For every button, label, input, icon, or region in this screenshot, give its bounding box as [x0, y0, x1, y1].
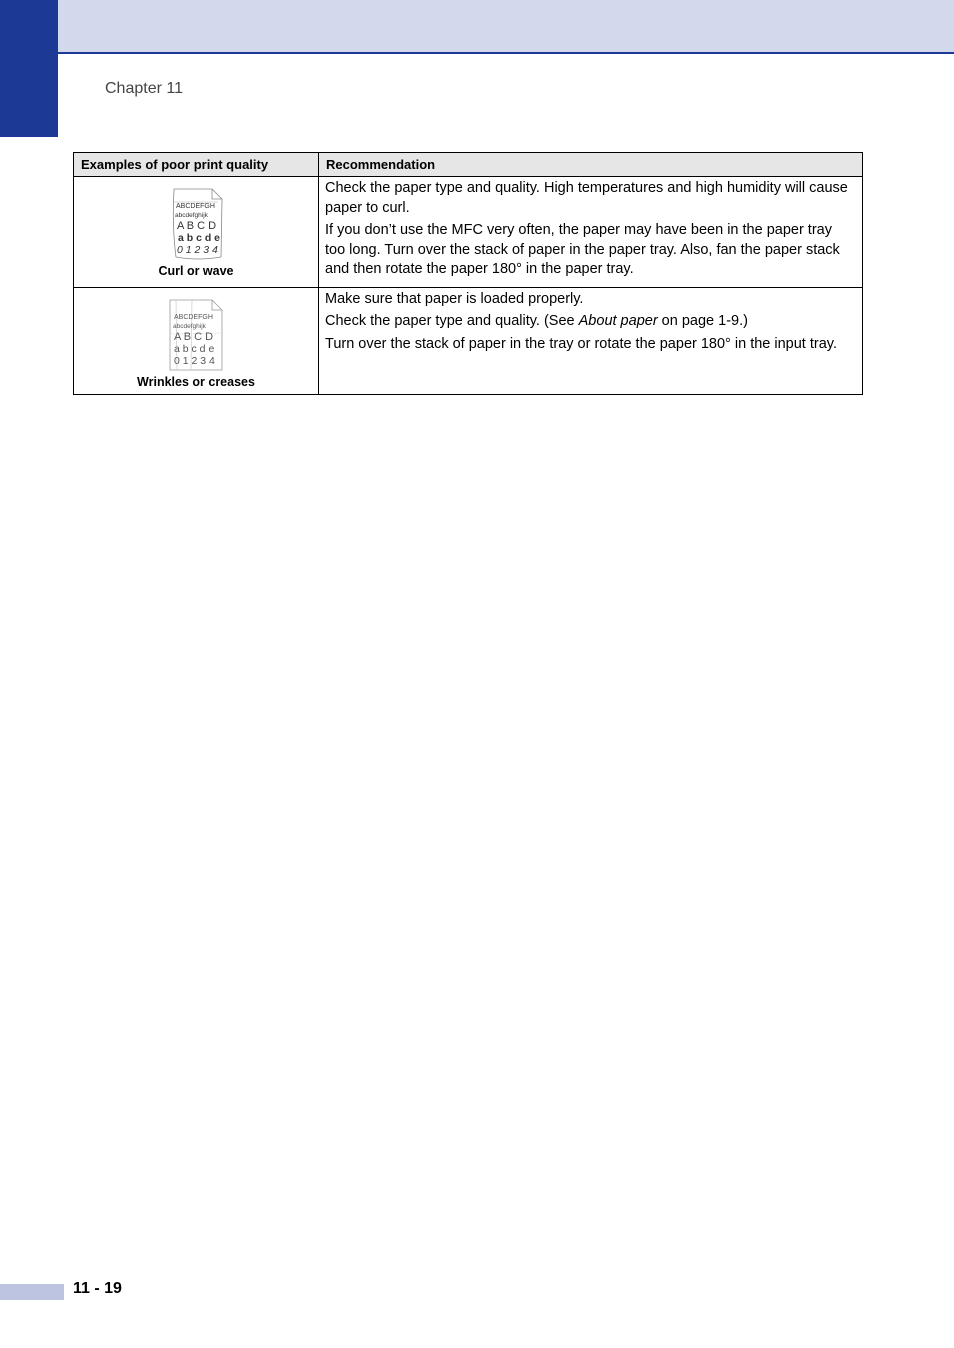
chapter-label: Chapter 11: [105, 80, 183, 97]
svg-text:0 1 2 3 4: 0 1 2 3 4: [174, 354, 215, 367]
curled-paper-sample-image: [168, 187, 224, 261]
svg-text:A B C D: A B C D: [177, 220, 217, 232]
svg-text:ABCDEFGH: ABCDEFGH: [174, 313, 213, 321]
svg-text:ABCDEFGH: ABCDEFGH: [176, 203, 215, 210]
column-header-examples: Examples of poor print quality: [74, 153, 319, 177]
recommendation-text-part: on page 1-9.): [657, 313, 748, 329]
example-cell: [74, 287, 319, 394]
table-row: [74, 177, 863, 288]
recommendation-cell: [319, 177, 863, 288]
recommendation-text: Make sure that paper is loaded properly.: [325, 290, 584, 307]
svg-text:a b c d e: a b c d e: [178, 232, 221, 244]
recommendation-cell: [319, 287, 863, 394]
footer-bar: [0, 1284, 64, 1300]
page-number: 11 - 19: [73, 1280, 122, 1297]
svg-text:A B C D: A B C D: [174, 330, 214, 343]
recommendation-text: [325, 312, 852, 332]
wrinkled-paper-sample-image: [168, 298, 224, 372]
table-row: [74, 287, 863, 394]
example-cell: [74, 177, 319, 288]
svg-text:0 1 2 3 4: 0 1 2 3 4: [177, 244, 218, 256]
about-paper-reference: About paper: [578, 313, 658, 329]
svg-text:a b c d e: a b c d e: [174, 342, 215, 355]
table-header-row: [74, 153, 863, 177]
column-header-recommendation: Recommendation: [319, 153, 863, 177]
svg-text:abcdefghijk: abcdefghijk: [175, 212, 208, 219]
example-caption: Wrinkles or creases: [137, 374, 255, 389]
recommendation-text: Turn over the stack of paper in the tray or rotate the paper 180° in the input tray.: [325, 335, 837, 352]
recommendation-text-part: Check the paper type and quality. (See: [325, 313, 579, 329]
chapter-tab-block: [0, 0, 58, 137]
example-caption: Curl or wave: [158, 264, 234, 278]
recommendation-text: If you don’t use the MFC very often, the paper may have been in the paper tray too long. Turn over the stack of paper in the paper tray. Also, fan the paper stack and then rotate the paper 180° in the paper tray.: [325, 222, 840, 277]
svg-text:abcdefghijk: abcdefghijk: [173, 322, 206, 330]
print-quality-table: [73, 152, 863, 395]
recommendation-text: Check the paper type and quality. High temperatures and high humidity will cause paper to curl.: [325, 180, 848, 216]
header-band: [0, 0, 954, 54]
